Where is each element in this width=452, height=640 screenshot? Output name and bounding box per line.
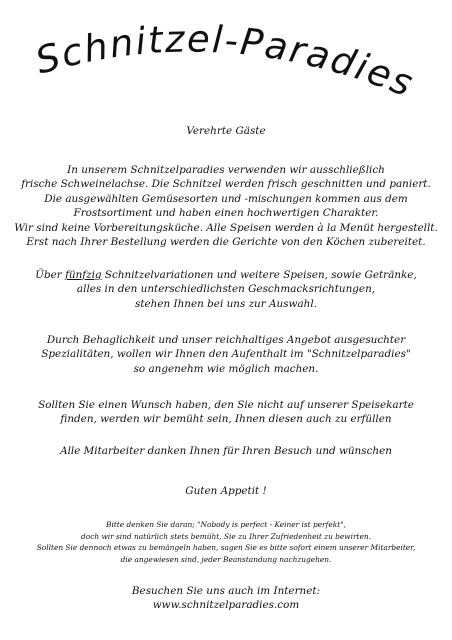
page-title: Schnitzel-Paradies (30, 17, 421, 106)
wish-line: finden, werden wir bemüht sein, Ihnen diesen auch zu erfüllen (60, 413, 392, 426)
footer-block (10, 584, 442, 613)
comfort-line: Spezialitäten, wollen wir Ihnen den Aufenthalt im "Schnitzelparadies" (41, 348, 411, 361)
thanks-paragraph (10, 444, 442, 458)
title-arc (0, 0, 452, 120)
note-block (10, 519, 442, 565)
comfort-line: Durch Behaglichkeit und unser reichhaltiges Angebot ausgesuchter (46, 334, 406, 346)
svg-text:Schnitzel-Paradies (31, 17, 420, 105)
fifty-emphasis: fünfzig (65, 269, 102, 281)
intro-line: In unserem Schnitzelparadies verwenden wir ausschließlich (67, 164, 385, 176)
variety-line (10, 268, 442, 282)
comfort-line: so angenehm wie möglich machen. (133, 362, 319, 375)
intro-line: Wir sind keine Vorbereitungsküche. Alle Speisen werden à la Menüt hergestellt. (14, 221, 438, 234)
closing-block (10, 484, 442, 498)
closing-line: Guten Appetit ! (185, 485, 267, 497)
wish-line: Sollten Sie einen Wunsch haben, den Sie nicht auf unserer Speisekarte (38, 399, 414, 411)
wish-paragraph (10, 398, 442, 427)
intro-paragraph (10, 163, 442, 249)
note-line: die angewiesen sind, jeder Beanstandung nachzugehen. (120, 554, 332, 564)
intro-line: Frostsortiment und haben einen hochwertigen Charakter. (73, 207, 379, 220)
website-link[interactable]: www.schnitzelparadies.com (152, 599, 300, 612)
note-line: doch wir sind natürlich stets bemüht, Sie zu Ihrer Zufriedenheit zu bewirten. (81, 531, 371, 541)
variety-paragraph (10, 268, 442, 311)
variety-prefix: Über (35, 269, 66, 281)
variety-suffix: Schnitzelvariationen und weitere Speisen, sowie Getränke, (101, 269, 417, 281)
intro-line: Erst nach Ihrer Bestellung werden die Gerichte von den Köchen zubereitet. (26, 235, 426, 248)
variety-line: alles in den unterschiedlichsten Geschmacksrichtungen, (76, 283, 376, 296)
greeting-block (10, 124, 442, 138)
variety-line: stehen Ihnen bei uns zur Auswahl. (135, 297, 317, 310)
note-line: Sollten Sie dennoch etwas zu bemängeln haben, sagen Sie es bitte sofort einem unserer Mitarbeiter, (36, 543, 416, 553)
footer-visit: Besuchen Sie uns auch im Internet: (131, 585, 321, 597)
intro-line: frische Schweinelachse. Die Schnitzel werden frisch geschnitten und paniert. (21, 178, 431, 191)
note-line: Bitte denken Sie daran; "Nobody is perfect - Keiner ist perfekt", (106, 520, 346, 529)
greeting: Verehrte Gäste (186, 125, 266, 137)
thanks-line: Alle Mitarbeiter danken Ihnen für Ihren Besuch und wünschen (60, 445, 392, 457)
intro-line: Die ausgewählten Gemüsesorten und -mischungen kommen aus dem (44, 192, 408, 205)
comfort-paragraph (10, 333, 442, 376)
